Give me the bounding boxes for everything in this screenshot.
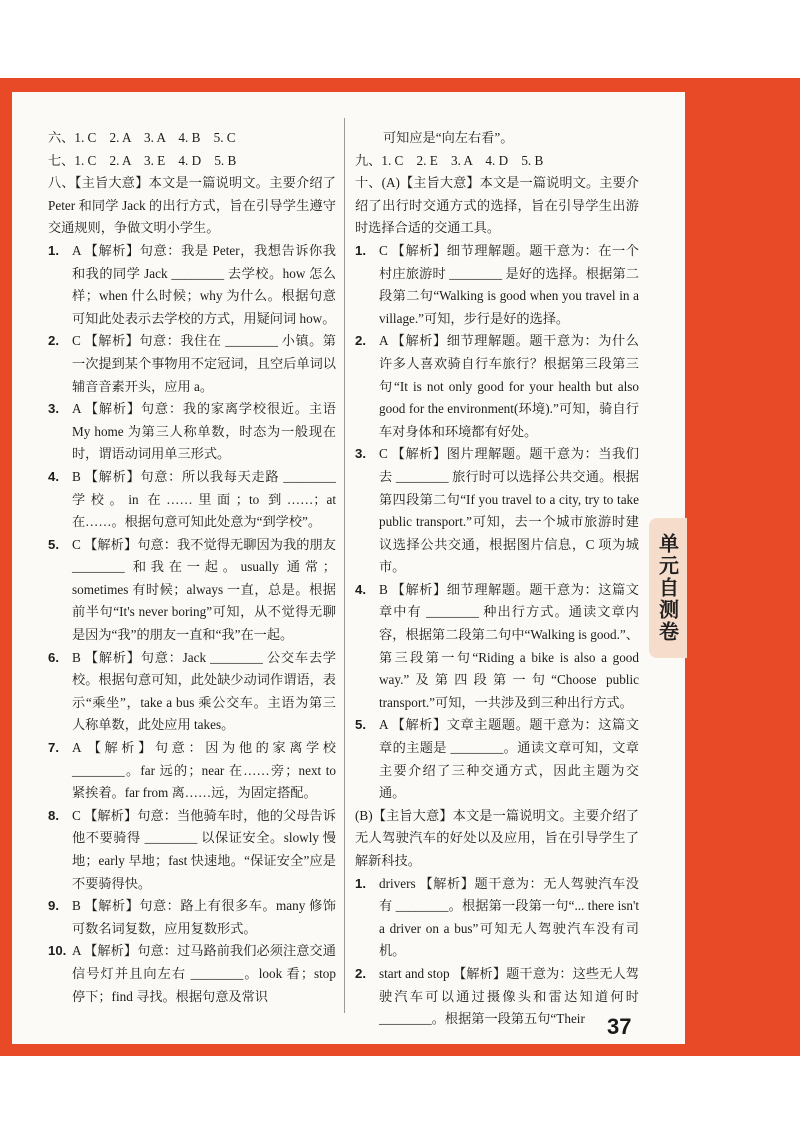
item-number: 4. xyxy=(355,581,366,597)
item-explanation: B 【解析】句意：路上有很多车。many 修饰可数名词复数，应用复数形式。 xyxy=(72,898,336,936)
item-explanation: drivers 【解析】题干意为：无人驾驶汽车没有 ________。根据第一段第一句“... there isn't a driver on a bus”可知无人驾驶汽车没有司机。 xyxy=(379,875,639,959)
answer-item xyxy=(48,398,336,466)
page-border-top xyxy=(0,78,800,92)
answer-item xyxy=(48,534,336,647)
answer-item xyxy=(355,443,639,579)
answer-item xyxy=(48,805,336,895)
item-number: 9. xyxy=(48,898,59,914)
item-number: 3. xyxy=(355,446,366,462)
unit-test-side-tab xyxy=(649,518,687,658)
item-explanation: A 【解析】句意：因为他的家离学校 ________。far 远的；near 在……旁；next to 紧挨着。far from 离……远，为固定搭配。 xyxy=(72,740,336,801)
page-border-right xyxy=(685,78,800,1056)
item-explanation: B 【解析】句意：Jack ________ 公交车去学校。根据句意可知，此处缺少动词作谓语，表示“乘坐”，take a bus 乘公交车。主语为第三人称单数，此处应用 takes。 xyxy=(72,649,336,733)
answer-paragraph: 九、1. C 2. E 3. A 4. D 5. B xyxy=(355,152,544,168)
answer-item xyxy=(48,940,336,1008)
item-explanation: B 【解析】细节理解题。题干意为：这篇文章中有 ________ 种出行方式。通读文章内容，根据第二段第二句中“Walking is good.”、第三段第一句“Riding a bike is also a good way.”及第四段第一句“Choose public transport.”可知，一共涉及到三种出行方式。 xyxy=(379,581,639,710)
item-number: 2. xyxy=(48,333,59,349)
item-explanation: C 【解析】句意：当他骑车时，他的父母告诉他不要骑得 ________ 以保证安全。slowly 慢地；early 早地；fast 快速地。“保证安全”应是不要骑得快。 xyxy=(72,807,336,891)
item-explanation: A 【解析】细节理解题。题干意为：为什么许多人喜欢骑自行车旅行？根据第三段第三句“It is not only good for your health but also good for the environment(环境).”可知，骑自行车对身体和环境都有好处。 xyxy=(379,333,639,439)
item-number: 2. xyxy=(355,965,366,981)
answer-item xyxy=(48,647,336,737)
item-explanation: C 【解析】句意：我住在 ________ 小镇。第一次提到某个事物用不定冠词，且空后单词以辅音音素开头，应用 a。 xyxy=(72,333,336,394)
page-number: 37 xyxy=(607,1014,632,1039)
item-explanation: start and stop 【解析】题干意为：这些无人驾驶汽车可以通过摄像头和雷达知道何时 ________。根据第一段第五句“Their xyxy=(379,965,639,1027)
answer-paragraph: (B)【主旨大意】本文是一篇说明文。主要介绍了无人驾驶汽车的好处以及应用，旨在引导学生了解新科技。 xyxy=(355,807,639,868)
page-border-bottom xyxy=(0,1044,800,1056)
answer-item xyxy=(48,240,336,330)
item-explanation: C 【解析】句意：我不觉得无聊因为我的朋友 ________ 和我在一起。usually 通常；sometimes 有时候；always 一直，总是。根据前半句“It's never boring”可知，从不觉得无聊是因为“我”的朋友一直和“我”在一起。 xyxy=(72,536,336,643)
answer-paragraph: 六、1. C 2. A 3. A 4. B 5. C xyxy=(48,130,236,145)
answer-column-right xyxy=(355,127,639,1031)
item-number: 6. xyxy=(48,649,59,665)
item-number: 1. xyxy=(355,875,366,891)
item-number: 10. xyxy=(48,943,67,959)
item-number: 3. xyxy=(48,401,59,417)
answer-item xyxy=(355,579,639,715)
column-divider xyxy=(344,118,345,1013)
answer-item xyxy=(48,466,336,534)
item-explanation: A 【解析】文章主题题。题干意为：这篇文章的主题是 ________。通读文章可知，文章主要介绍了三种交通方式，因此主题为交通。 xyxy=(379,717,639,801)
answer-item xyxy=(355,714,639,804)
answer-item xyxy=(48,895,336,940)
answer-paragraph: 十、(A)【主旨大意】本文是一篇说明文。主要介绍了出行时交通方式的选择，旨在引导学生出游时选择合适的交通工具。 xyxy=(355,175,639,236)
answer-item xyxy=(355,963,639,1031)
item-explanation: C 【解析】细节理解题。题干意为：在一个村庄旅游时 ________ 是好的选择。根据第二段第二句“Walking is good when you travel in a village.”可知，步行是好的选择。 xyxy=(379,242,639,326)
answer-item xyxy=(48,330,336,398)
answer-column-left xyxy=(48,127,336,1008)
item-explanation: B 【解析】句意：所以我每天走路 ________ 学校。in 在……里面；to 到……；at 在……。根据句意可知此处意为“到学校”。 xyxy=(72,468,336,530)
item-explanation: A 【解析】句意：我的家离学校很近。主语 My home 为第三人称单数，时态为一般现在时，谓语动词用单三形式。 xyxy=(72,401,336,462)
item-explanation: C 【解析】图片理解题。题干意为：当我们去 ________ 旅行时可以选择公共交通。根据第四段第二句“If you travel to a city, try to take public transport.”可知，去一个城市旅游时建议选择公共交通，根据图片信息，C 项为城市。 xyxy=(379,446,639,575)
item-explanation: A 【解析】句意：我是 Peter，我想告诉你我和我的同学 Jack ________ 去学校。how 怎么样；when 什么时候；why 为什么。根据句意可知此处表示去学校的方式，用疑问词 how。 xyxy=(72,242,336,326)
page-border-left xyxy=(0,78,12,1056)
item-number: 2. xyxy=(355,333,366,349)
item-number: 4. xyxy=(48,468,59,484)
item-number: 5. xyxy=(48,536,59,552)
side-tab-label: 单元自测卷 xyxy=(655,533,680,643)
item-number: 1. xyxy=(355,242,366,258)
answer-item xyxy=(355,330,639,443)
item-explanation: A 【解析】句意：过马路前我们必须注意交通信号灯并且向左右 ________。look 看；stop 停下；find 寻找。根据句意及常识 xyxy=(72,943,336,1004)
answer-item xyxy=(355,240,639,330)
answer-paragraph: 八、【主旨大意】本文是一篇说明文。主要介绍了 Peter 和同学 Jack 的出行方式，旨在引导学生遵守交通规则，争做文明小学生。 xyxy=(48,175,336,236)
item-number: 7. xyxy=(48,740,59,756)
answer-item xyxy=(355,873,639,963)
item-number: 8. xyxy=(48,807,59,823)
answer-paragraph: 七、1. C 2. A 3. E 4. D 5. B xyxy=(48,152,237,168)
answer-item xyxy=(48,737,336,805)
answer-paragraph: 可知应是“向左右看”。 xyxy=(383,130,514,145)
item-number: 5. xyxy=(355,717,366,733)
item-number: 1. xyxy=(48,242,59,258)
